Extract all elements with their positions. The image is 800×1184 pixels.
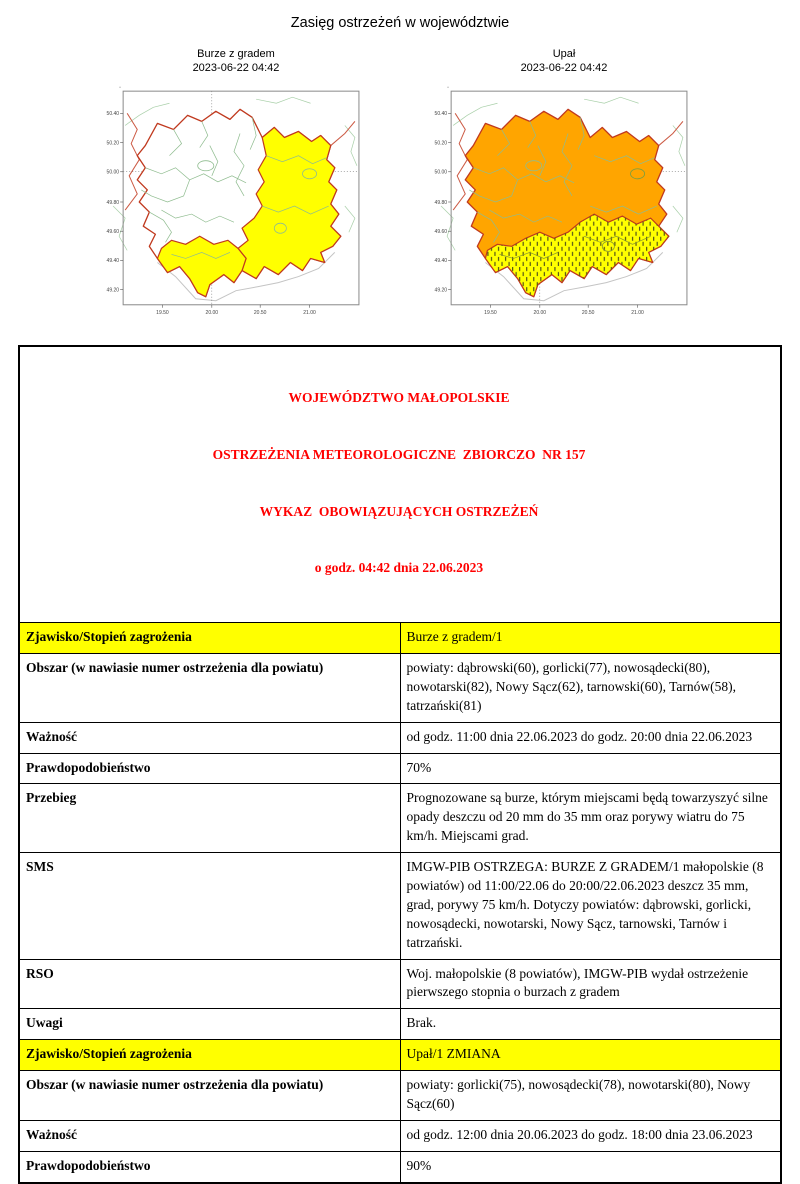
x-tick-label: 20.50 <box>253 309 267 316</box>
table-row-highlight <box>19 623 781 654</box>
maps-row <box>0 47 800 319</box>
map-title-upal-phenomenon: Upał <box>552 48 576 60</box>
y-tick-label: 49.60 <box>106 228 120 235</box>
row-value-cell: 90% <box>400 1151 781 1182</box>
map-block-burze <box>105 47 367 319</box>
header-line-3: WYKAZ OBOWIĄZUJĄCYCH OSTRZEŻEŃ <box>259 503 539 519</box>
row-label-cell: SMS <box>19 853 400 959</box>
map-title-upal-timestamp: 2023-06-22 04:42 <box>520 62 608 75</box>
table-header-cell <box>19 346 781 623</box>
table-row <box>19 1120 781 1151</box>
map-title-upal <box>433 47 695 76</box>
y-tick-label: 49.80 <box>434 199 448 206</box>
table-row <box>19 784 781 853</box>
y-tick-label: 50.20 <box>434 139 448 146</box>
header-line-1: WOJEWÓDZTWO MAŁOPOLSKIE <box>288 390 510 406</box>
row-value-cell: powiaty: gorlicki(75), nowosądecki(78), nowotarski(80), Nowy Sącz(60) <box>400 1071 781 1121</box>
map-burze-z-gradem <box>105 85 367 319</box>
y-tick-label: 49.40 <box>106 257 120 264</box>
map-block-upal <box>433 47 695 319</box>
map-corner-label: ° <box>447 85 449 91</box>
table-row <box>19 1151 781 1182</box>
y-tick-label: 49.20 <box>434 287 448 294</box>
x-tick-label: 19.50 <box>156 309 169 316</box>
y-tick-label: 50.00 <box>434 169 448 176</box>
warnings-table <box>18 345 782 1184</box>
row-value-cell: od godz. 11:00 dnia 22.06.2023 do godz. 20:00 dnia 22.06.2023 <box>400 722 781 753</box>
row-label-cell: Przebieg <box>19 784 400 853</box>
row-label-cell: Prawdopodobieństwo <box>19 753 400 784</box>
row-value-cell: IMGW-PIB OSTRZEGA: BURZE Z GRADEM/1 małopolskie (8 powiatów) od 11:00/22.06 do 20:00/22.06.2023 deszcz 35 mm, grad, porywy 75 km/h. Dotyczy powiatów: dąbrowski, gorlicki, nowosądecki, nowotarski, Nowy Sącz, tarnowski, Tarnów i tatrzański. <box>400 853 781 959</box>
y-axis <box>435 111 452 293</box>
row-value-cell: od godz. 12:00 dnia 20.06.2023 do godz. 18:00 dnia 23.06.2023 <box>400 1120 781 1151</box>
row-value-cell: Woj. małopolskie (8 powiatów), IMGW-PIB wydał ostrzeżenie pierwszego stopnia o burzach z gradem <box>400 959 781 1009</box>
x-tick-label: 21.00 <box>303 309 316 316</box>
y-tick-label: 50.20 <box>106 139 120 146</box>
y-tick-label: 50.00 <box>106 169 120 176</box>
x-tick-label: 20.00 <box>205 309 219 316</box>
x-tick-label: 20.00 <box>533 309 547 316</box>
table-row <box>19 653 781 722</box>
x-tick-label: 20.50 <box>581 309 595 316</box>
row-label-cell: Prawdopodobieństwo <box>19 1151 400 1182</box>
header-line-2: OSTRZEŻENIA METEOROLOGICZNE ZBIORCZO NR 157 <box>212 447 586 463</box>
x-tick-label: 21.00 <box>631 309 644 316</box>
table-header-row <box>19 346 781 623</box>
row-label-cell: Zjawisko/Stopień zagrożenia <box>19 1040 400 1071</box>
x-tick-label: 19.50 <box>484 309 497 316</box>
x-axis <box>484 304 644 315</box>
y-tick-label: 49.20 <box>106 287 120 294</box>
row-label-cell: Obszar (w nawiasie numer ostrzeżenia dla powiatu) <box>19 653 400 722</box>
row-value-cell: Prognozowane są burze, którym miejscami będą towarzyszyć silne opady deszczu od 20 mm do 35 mm oraz porywy wiatru do 75 km/h. Miejscami grad. <box>400 784 781 853</box>
row-label-cell: Obszar (w nawiasie numer ostrzeżenia dla powiatu) <box>19 1071 400 1121</box>
row-value-cell: powiaty: dąbrowski(60), gorlicki(77), nowosądecki(80), nowotarski(82), Nowy Sącz(62), tarnowski(60), Tarnów(58), tatrzański(81) <box>400 653 781 722</box>
x-axis <box>156 304 316 315</box>
table-row <box>19 959 781 1009</box>
row-label-cell: Ważność <box>19 1120 400 1151</box>
header-line-4: o godz. 04:42 dnia 22.06.2023 <box>314 560 484 576</box>
warning-area-yellow-south <box>157 236 246 296</box>
table-row <box>19 753 781 784</box>
table-row <box>19 722 781 753</box>
row-label-cell: Uwagi <box>19 1009 400 1040</box>
y-tick-label: 49.60 <box>434 228 448 235</box>
row-label-cell: Ważność <box>19 722 400 753</box>
row-label-cell: RSO <box>19 959 400 1009</box>
y-tick-label: 50.40 <box>106 110 120 117</box>
map-upal <box>433 85 695 319</box>
y-tick-label: 50.40 <box>434 110 448 117</box>
map-corner-label: ° <box>119 85 121 91</box>
table-row <box>19 1009 781 1040</box>
y-axis <box>107 111 124 293</box>
page-title: Zasięg ostrzeżeń w województwie <box>290 15 510 31</box>
map-title-burze-phenomenon: Burze z gradem <box>197 48 275 60</box>
y-tick-label: 49.40 <box>434 257 448 264</box>
map-title-burze-timestamp: 2023-06-22 04:42 <box>192 62 280 75</box>
table-row <box>19 1071 781 1121</box>
row-value-cell: Burze z gradem/1 <box>400 623 781 654</box>
table-row-highlight <box>19 1040 781 1071</box>
row-value-cell: Brak. <box>400 1009 781 1040</box>
row-value-cell: Upał/1 ZMIANA <box>400 1040 781 1071</box>
map-title-burze <box>105 47 367 76</box>
y-tick-label: 49.80 <box>106 199 120 206</box>
row-label-cell: Zjawisko/Stopień zagrożenia <box>19 623 400 654</box>
table-row <box>19 853 781 959</box>
row-value-cell: 70% <box>400 753 781 784</box>
